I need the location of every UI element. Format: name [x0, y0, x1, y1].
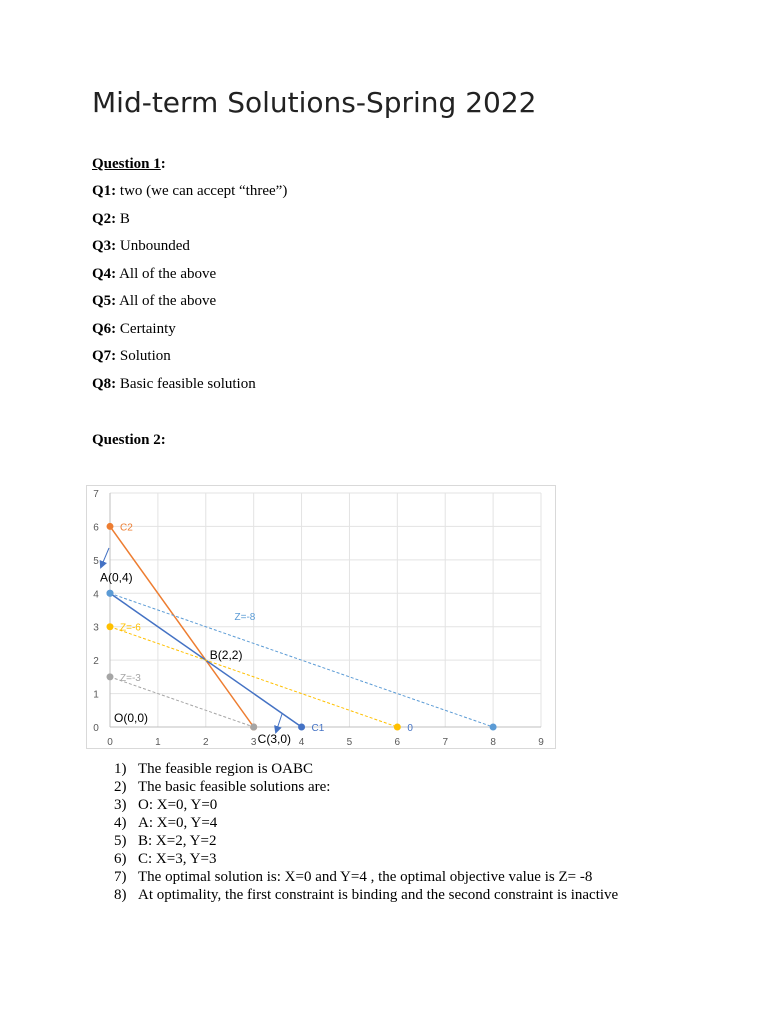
answer-label: Q6:: [92, 321, 117, 337]
answer-q5: [92, 293, 216, 310]
x-tick-label: 5: [346, 737, 353, 748]
list-item-text: B: X=2, Y=2: [138, 833, 217, 849]
x-tick-label: 9: [538, 737, 544, 748]
series-point-z-3: [107, 673, 114, 680]
answer-text: All of the above: [116, 293, 217, 309]
question-1-heading-colon: :: [160, 156, 166, 172]
x-tick-label: 6: [394, 737, 401, 748]
x-tick-label: 3: [250, 737, 257, 748]
answer-q4: [92, 266, 216, 283]
y-tick-label: 3: [93, 622, 99, 634]
question-2-heading-text: Question 2:: [92, 432, 166, 448]
answer-label: Q2:: [92, 211, 117, 227]
list-item-number: 6): [114, 851, 127, 867]
series-point-z-3: [250, 724, 257, 731]
list-item-text: C: X=3, Y=3: [138, 851, 217, 867]
list-item-number: 4): [114, 815, 127, 831]
list-item-text: The basic feasible solutions are:: [138, 779, 331, 795]
list-item-number: 2): [114, 779, 127, 795]
x-tick-label: 0: [107, 737, 113, 748]
document-title: Mid-term Solutions-Spring 2022: [92, 86, 537, 119]
lp-graph-chart: [86, 485, 558, 753]
answer-text: Basic feasible solution: [116, 376, 256, 392]
point-label-b: B(2,2): [209, 648, 243, 663]
answer-text: two (we can accept “three”): [116, 183, 288, 199]
list-item-number: 7): [114, 869, 127, 885]
list-item-number: 1): [114, 761, 127, 777]
answer-label: Q8:: [92, 376, 117, 392]
answer-text: Unbounded: [116, 238, 190, 254]
x-tick-label: 4: [298, 737, 305, 748]
list-item: [114, 760, 618, 778]
y-tick-label: 2: [93, 656, 99, 668]
x-tick-label: 2: [202, 737, 209, 748]
series-point-c1: [298, 724, 305, 731]
answer-q8: [92, 376, 256, 393]
series-point-z-6: [107, 623, 114, 630]
answer-text: All of the above: [116, 266, 217, 282]
answer-label: Q3:: [92, 238, 117, 254]
answer-q1: [92, 183, 287, 200]
list-item-text: At optimality, the first constraint is binding and the second constraint is inactive: [138, 887, 619, 903]
point-label-o: O(0,0): [114, 711, 149, 725]
list-item-text: The feasible region is OABC: [138, 761, 313, 777]
answer-text: Solution: [116, 348, 171, 364]
list-item: [114, 850, 618, 868]
series-point-z-8: [107, 590, 114, 597]
y-tick-label: 6: [93, 522, 99, 534]
series-label-z-6: Z=-6: [120, 622, 141, 634]
list-item-number: 5): [114, 833, 127, 849]
list-item-text: O: X=0, Y=0: [138, 797, 218, 813]
series-label-z-3: Z=-3: [120, 672, 141, 684]
list-item: [114, 868, 618, 886]
list-item-text: The optimal solution is: X=0 and Y=4 , the optimal objective value is Z= -8: [138, 869, 593, 885]
answer-label: Q1:: [92, 183, 117, 199]
question-1-heading: [92, 156, 166, 173]
answer-text: B: [116, 211, 130, 227]
x-tick-label: 1: [155, 737, 161, 748]
series-point-z-8: [490, 724, 497, 731]
answer-label: Q5:: [92, 293, 117, 309]
answer-q2: [92, 211, 130, 228]
question-1-heading-text: Question 1: [92, 156, 161, 172]
answer-q7: [92, 348, 171, 365]
series-label-zero: 0: [407, 723, 413, 734]
list-item-number: 8): [114, 887, 127, 903]
question-2-answer-list: [114, 760, 618, 904]
list-item-text: A: X=0, Y=4: [138, 815, 218, 831]
chart-border: [87, 486, 556, 749]
point-label-a: A(0,4): [100, 570, 133, 585]
y-tick-label: 5: [93, 555, 99, 567]
series-point-z-6: [394, 724, 401, 731]
y-tick-label: 7: [93, 489, 99, 500]
answer-q3: [92, 238, 190, 255]
y-tick-label: 0: [93, 723, 99, 734]
x-tick-label: 8: [490, 737, 496, 748]
y-tick-label: 4: [93, 589, 99, 601]
answer-text: Certainty: [116, 321, 176, 337]
list-item: [114, 796, 618, 814]
series-point-c2: [107, 523, 114, 530]
list-item: [114, 814, 618, 832]
list-item: [114, 832, 618, 850]
x-tick-label: 7: [442, 737, 449, 748]
list-item: [114, 886, 618, 904]
list-item-number: 3): [114, 797, 127, 813]
list-item: [114, 778, 618, 796]
question-2-heading: [92, 432, 166, 449]
series-label-c2: C2: [120, 522, 133, 534]
series-label-c1: C1: [311, 723, 325, 734]
series-label-z-8: Z=-8: [234, 612, 256, 624]
answer-q6: [92, 321, 176, 338]
answer-label: Q7:: [92, 348, 117, 364]
point-label-c: C(3,0): [257, 732, 292, 746]
answer-label: Q4:: [92, 266, 117, 282]
y-tick-label: 1: [93, 689, 99, 701]
